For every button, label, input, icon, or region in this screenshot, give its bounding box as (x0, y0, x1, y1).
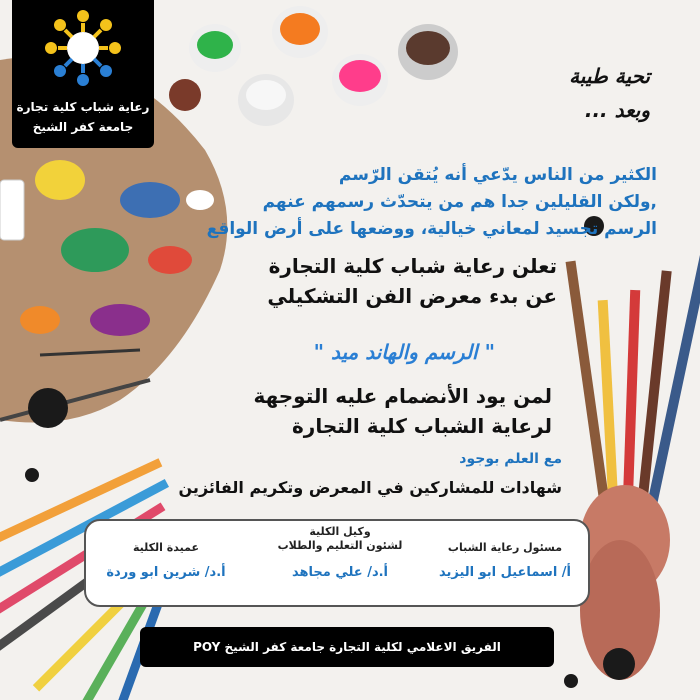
official-vice-dean (270, 525, 410, 580)
official-name: أ.د/ شرين ابو وردة (106, 565, 226, 580)
decor-dot (564, 674, 578, 688)
announcement-line-2: عن بدء معرض الفن التشكيلي (267, 284, 557, 308)
paint-blob (90, 304, 150, 336)
official-role: عميدة الكلية (132, 541, 199, 554)
paint-blob (169, 79, 201, 111)
intro-line-2: ,ولكن القليلين جدا هم من يتحدّث رسمهم عنهم (262, 192, 657, 212)
official-name: أ.د/ علي مجاهد (291, 565, 389, 580)
paint-jar-white (238, 74, 294, 126)
official-dean (96, 541, 236, 580)
brushes-right (566, 253, 700, 680)
note-label: مع العلم بوجود (459, 451, 562, 467)
paint-jar-brown (398, 24, 458, 80)
note-text: شهادات للمشاركين في المعرض وتكريم الفائزين (178, 478, 562, 497)
decor-dot (603, 648, 635, 680)
join-line-1: لمن يود الأنضمام عليه التوجهة (253, 384, 552, 408)
paint-blob (61, 228, 129, 272)
official-role: مسئول رعاية الشباب (447, 541, 563, 554)
decor-dot (25, 468, 39, 482)
announcement-line-1: تعلن رعاية شباب كلية التجارة (268, 254, 557, 278)
officials-panel (84, 519, 590, 607)
paint-blob (120, 182, 180, 218)
footer-banner: الفريق الاعلامي لكلية التجارة جامعة كفر الشيخ POY (140, 627, 554, 667)
greeting-line-2: وبعد ... (584, 98, 650, 122)
logo (12, 0, 154, 148)
official-role-line-2: لشئون التعليم والطلاب (277, 539, 403, 552)
decor-dot (28, 388, 68, 428)
official-role-line-1: وكيل الكلية (309, 525, 371, 538)
paint-blob (35, 160, 85, 200)
exhibition-title: " الرسم والهاند ميد " (313, 340, 495, 364)
paint-blob (20, 306, 60, 334)
paint-jar-orange (272, 6, 328, 58)
join-line-2: لرعاية الشباب كلية التجارة (292, 414, 552, 438)
official-youth-care (430, 541, 580, 580)
official-name: أ/ اسماعيل ابو اليزيد (438, 565, 572, 580)
paint-blob (148, 246, 192, 274)
greeting-line-1: تحية طيبة (569, 64, 650, 88)
logo-line-1: رعاية شباب كلية تجارة (16, 100, 150, 114)
intro-line-3: الرسم تجسيد لمعاني خيالية، ووضعها على أرض الواقع (206, 219, 657, 239)
logo-emblem-icon (12, 0, 154, 98)
paint-jar-pink (332, 54, 388, 106)
paint-tube (0, 180, 24, 240)
logo-line-2: جامعة كفر الشيخ (32, 120, 134, 134)
paint-blob (186, 190, 214, 210)
intro-line-1: الكثير من الناس يدّعي أنه يُتقن الرّسم (338, 165, 657, 185)
paint-jar-green (189, 24, 241, 72)
